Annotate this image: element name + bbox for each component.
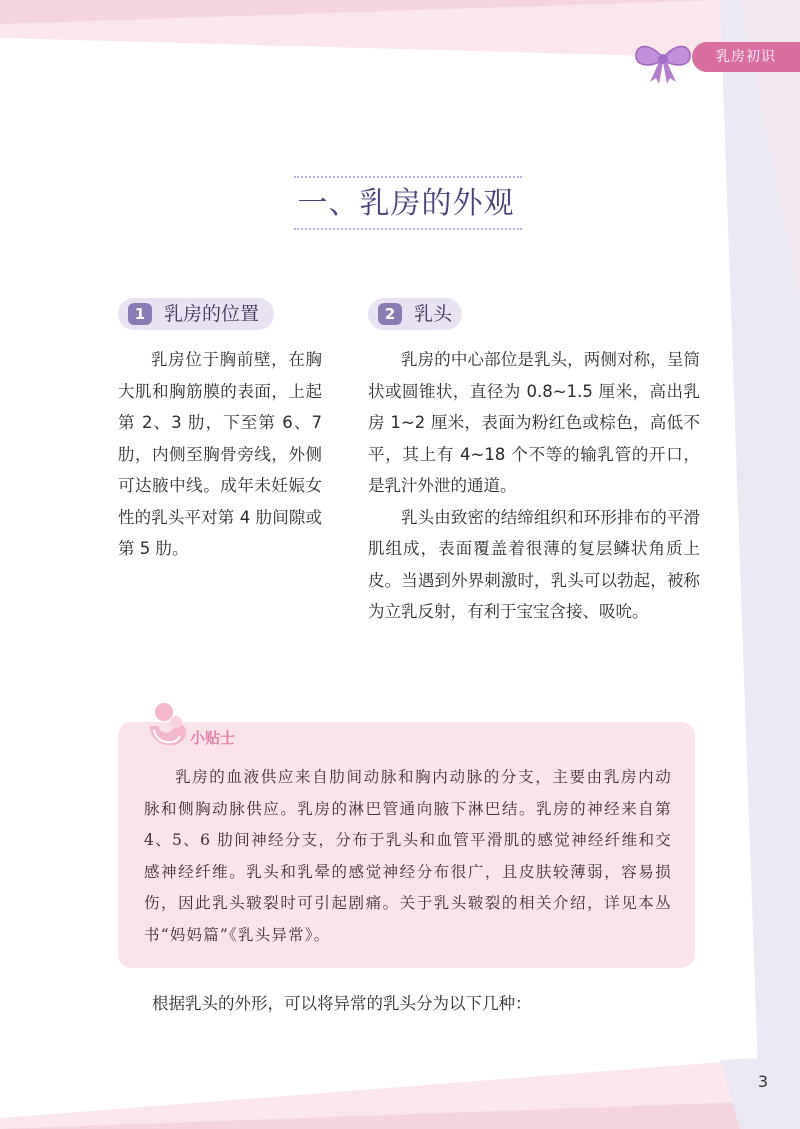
- subheading-nipple: [368, 298, 462, 330]
- subheading-title: 乳头: [414, 303, 453, 325]
- section-title: 一、乳房的外观: [297, 186, 515, 221]
- nipple-text-column: [368, 344, 700, 628]
- subheading-position: [118, 298, 274, 330]
- paragraph: 乳房的中心部位是乳头，两侧对称，呈筒状或圆锥状，直径为 0.8~1.5 厘米，高出乳房 1~2 厘米，表面为粉红色或棕色，高低不平，其上有 4~18 个不等的输乳管的开口，是乳汁外泄的通道。: [368, 350, 700, 495]
- paragraph: 乳房位于胸前壁，在胸大肌和胸筋膜的表面，上起第 2、3 肋，下至第 6、7 肋，内侧至胸骨旁线，外侧可达腋中线。成年未妊娠女性的乳头平对第 4 肋间隙或第 5 肋。: [118, 350, 322, 558]
- page-number: 3: [757, 1072, 768, 1091]
- paragraph: 乳头由致密的结缔组织和环形排布的平滑肌组成，表面覆盖着很薄的复层鳞状角质上皮。当遇到外界刺激时，乳头可以勃起，被称为立乳反射，有利于宝宝含接、吸吮。: [368, 507, 700, 621]
- position-text-column: [118, 344, 322, 565]
- closing-sentence: 根据乳头的外形，可以将异常的乳头分为以下几种：: [152, 994, 532, 1013]
- chapter-tag: 乳房初识: [692, 42, 800, 72]
- tip-paragraph: 乳房的血液供应来自肋间动脉和胸内动脉的分支，主要由乳房内动脉和侧胸动脉供应。乳房的淋巴管通向腋下淋巴结。乳房的神经来自第 4、5、6 肋间神经分支，分布于乳头和血管平滑肌的感觉神经纤维和交感神经纤维。乳头和乳晕的感觉神经分布很广，且皮肤较薄弱，容易损伤，因此乳头皲裂时可引起剧痛。关于乳头皲裂的相关介绍，详见本丛书“妈妈篇”《乳头异常》。: [144, 768, 672, 944]
- tip-text: [144, 762, 672, 951]
- tip-label: 小贴士: [190, 729, 236, 747]
- ribbon-bow-icon: [632, 38, 694, 86]
- mother-baby-icon: [142, 700, 194, 756]
- subheading-number: 2: [378, 303, 402, 325]
- subheading-number: 1: [128, 303, 152, 325]
- subheading-title: 乳房的位置: [164, 303, 260, 325]
- title-bottom-border: [294, 228, 522, 230]
